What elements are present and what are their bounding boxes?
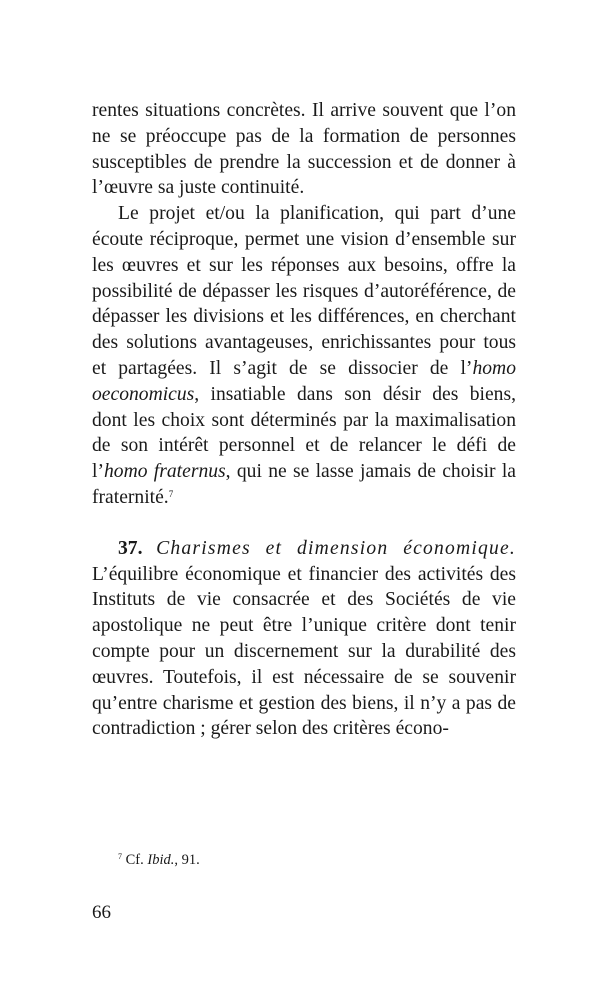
paragraph-text-a: Le projet et/ou la planification, qui part d’une écoute réciproque, permet une vision d’ensemble sur les œuvres et sur les réponses aux besoins, offre la possibilité de dépasser les risques d’autoréférence, de dépasser les divisions et les différences, en cherchant des solutions avantageuses, enrichissantes pour tous et partagées. Il s’agit de se dissocier de l’ xyxy=(92,203,516,379)
page-number: 66 xyxy=(92,902,111,923)
section-number: 37. xyxy=(118,537,143,559)
paragraph-text-b: , insatiable dans son désir des biens, dont les choix sont déterminés par la maximalisation de son intérêt personnel et de relancer le défi de l’ xyxy=(92,383,516,483)
paragraph-planification xyxy=(92,201,516,511)
italic-homo-oeconomicus: homo oeconomicus xyxy=(92,357,516,405)
footnote-reference: 7 xyxy=(168,488,174,499)
section-37 xyxy=(92,536,516,742)
footnote xyxy=(118,852,200,869)
italic-homo-fraternus: homo fraternus xyxy=(103,461,226,483)
paragraph-continuation: rentes situations concrètes. Il arrive souvent que l’on ne se préoccupe pas de la formation de personnes susceptibles de prendre la succession et de donner à l’œuvre sa juste continuité. xyxy=(92,100,516,199)
footnote-prefix: Cf. xyxy=(125,852,148,868)
section-title: Charismes et dimension économique. xyxy=(156,537,516,559)
paragraph-text-c: , qui ne se lasse jamais de choisir la fraternité. xyxy=(92,461,517,508)
page-body xyxy=(92,98,516,742)
footnote-ibid: Ibid. xyxy=(147,852,175,868)
section-text: L’équilibre économique et financier des activités des Instituts de vie consacrée et des Sociétés de vie apostolique ne peut être l’unique critère dont tenir compte pour un discernement sur la durabilité des œuvres. Toutefois, il est nécessaire de se souvenir qu’entre charisme et gestion des biens, il n’y a pas de contradiction ; gérer selon des critères écono- xyxy=(92,563,516,740)
footnote-marker: 7 xyxy=(118,852,122,861)
footnote-suffix: , 91. xyxy=(174,852,200,868)
